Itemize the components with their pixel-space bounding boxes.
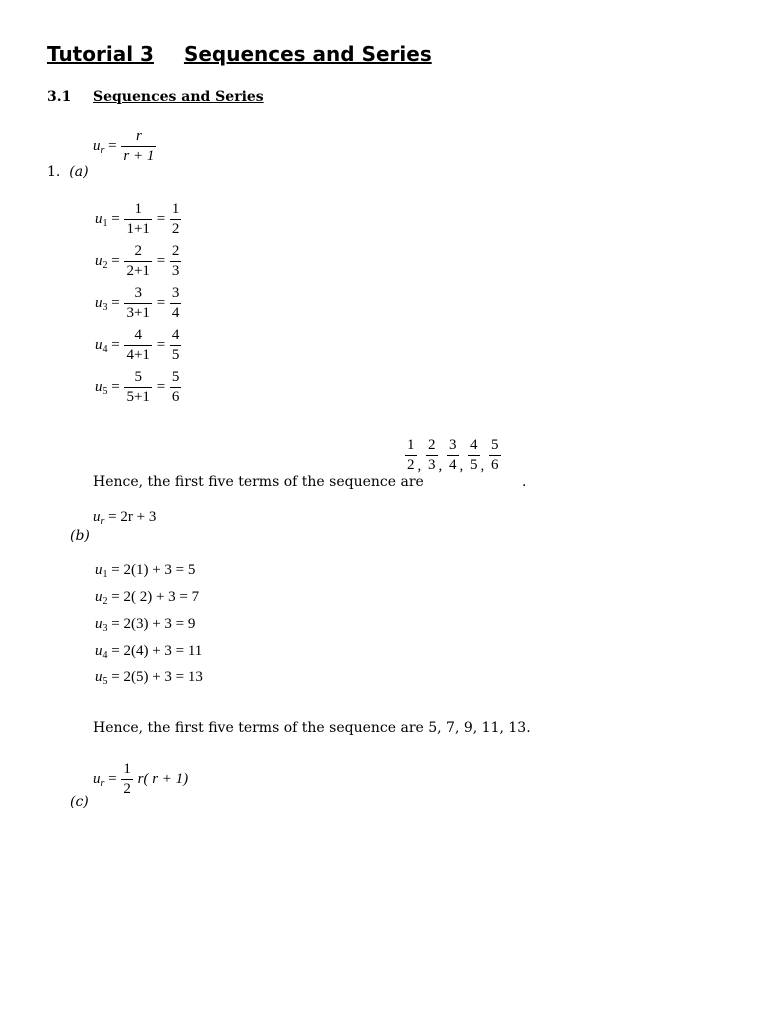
part-label-c: (c) — [70, 794, 89, 810]
conclusion-b: Hence, the first five terms of the sequence are 5, 7, 9, 11, 13. — [93, 720, 531, 736]
conclusion-a: Hence, the first five terms of the sequence are — [93, 474, 424, 490]
fraction: $\frac{4}{4+1}$ — [126, 327, 150, 363]
conclusion-a-period: . — [522, 474, 527, 490]
page-title — [47, 42, 432, 66]
sequence-fraction: $\frac{5}{6}$ — [491, 437, 499, 473]
term-b-line: $u_5 = 2(5) + 3 = 13$ — [95, 669, 203, 687]
comma: , — [459, 458, 467, 474]
question-number: 1. (a) — [47, 164, 89, 180]
sequence-a — [404, 436, 502, 475]
sequence-fraction: $\frac{1}{2}$ — [407, 437, 415, 473]
comma: , — [480, 458, 488, 474]
sequence-fraction: $\frac{2}{3}$ — [428, 437, 436, 473]
formula-a: $u_r$ = $\frac{r}{r + 1}$ — [93, 128, 155, 164]
formula-b: $u_r = 2r + 3$ — [93, 509, 157, 527]
comma: , — [417, 458, 425, 474]
fraction: $\frac{2}{3}$ — [171, 243, 180, 279]
fraction: $\frac{1}{2}$ — [123, 761, 131, 797]
fraction: $\frac{5}{6}$ — [171, 369, 180, 405]
fraction: $\frac{2}{2+1}$ — [126, 243, 150, 279]
term-b-line: $u_4 = 2(4) + 3 = 11$ — [95, 643, 203, 661]
fraction: $\frac{1}{1+1}$ — [126, 201, 150, 237]
fraction: $\frac{3}{4}$ — [171, 285, 180, 321]
fraction: $\frac{5}{5+1}$ — [126, 369, 150, 405]
formula-c: $u_r$ = $\frac{1}{2}$ r( r + 1) — [93, 761, 189, 797]
term-b-line: $u_3 = 2(3) + 3 = 9$ — [95, 616, 196, 634]
comma: , — [438, 458, 446, 474]
fraction: $\frac{r}{r + 1}$ — [123, 128, 155, 164]
section-title: Sequences and Series — [93, 89, 264, 105]
title-prefix: Tutorial 3 — [47, 42, 154, 66]
part-label-b: (b) — [70, 528, 90, 544]
term-a-line: $u_1$ = $\frac{1}{1+1}$ = $\frac{1}{2}$ — [95, 201, 180, 237]
title-main: Sequences and Series — [183, 42, 432, 66]
term-b-line: $u_1 = 2(1) + 3 = 5$ — [95, 562, 196, 580]
sequence-fraction: $\frac{3}{4}$ — [449, 437, 457, 473]
fraction: $\frac{4}{5}$ — [171, 327, 180, 363]
section-number: 3.1 — [47, 89, 72, 105]
term-a-line: $u_5$ = $\frac{5}{5+1}$ = $\frac{5}{6}$ — [95, 369, 180, 405]
part-label-a: (a) — [69, 164, 89, 180]
term-b-line: $u_2 = 2$( 2) + 3 = 7 — [95, 589, 200, 607]
term-a-line: $u_3$ = $\frac{3}{3+1}$ = $\frac{3}{4}$ — [95, 285, 180, 321]
fraction: $\frac{1}{2}$ — [171, 201, 180, 237]
fraction: $\frac{3}{3+1}$ — [126, 285, 150, 321]
term-a-line: $u_4$ = $\frac{4}{4+1}$ = $\frac{4}{5}$ — [95, 327, 180, 363]
term-a-line: $u_2$ = $\frac{2}{2+1}$ = $\frac{2}{3}$ — [95, 243, 180, 279]
sequence-fraction: $\frac{4}{5}$ — [470, 437, 478, 473]
